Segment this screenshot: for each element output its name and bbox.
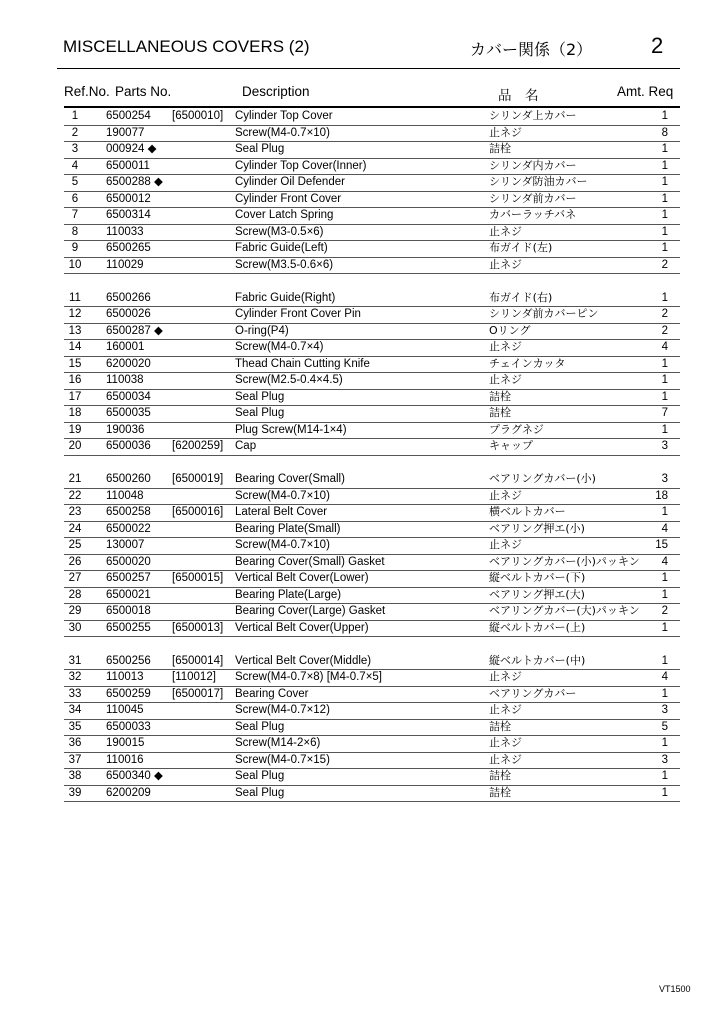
table-row [0, 702, 724, 719]
description-cell: Cover Latch Spring [235, 209, 334, 221]
description-cell: Vertical Belt Cover(Middle) [235, 654, 372, 667]
parts-no-cell: 190036 [106, 423, 145, 436]
description-cell: Screw(M4-0.7×8) [M4-0.7×5] [235, 671, 383, 683]
amount-cell: 18 [655, 489, 668, 502]
description-cell: Bearing Cover(Small) Gasket [235, 555, 385, 568]
description-cell: Bearing Plate(Small) [235, 522, 341, 535]
table-row [0, 768, 724, 785]
column-header-parts-no: Parts No. [115, 84, 172, 99]
table-row [0, 587, 724, 604]
description-cell: Cylinder Front Cover Pin [235, 308, 361, 320]
parts-no-cell: 6500265 [106, 242, 151, 254]
parts-no-cell: 6200209 [106, 786, 151, 799]
japanese-name-cell: ベアリング押エ(小) [489, 521, 585, 535]
parts-no-cell: 190015 [106, 737, 145, 749]
japanese-name-cell: シリンダ防油カバー [489, 175, 588, 188]
parts-no-cell: 130007 [106, 539, 145, 551]
description-cell: Bearing Cover(Small) [235, 473, 345, 485]
ref-no-cell: 31 [68, 654, 82, 667]
ref-no-cell: 21 [68, 473, 82, 485]
parts-no-cell: 6500021 [106, 588, 151, 601]
column-header-ref-no: Ref.No. [64, 84, 110, 99]
table-row [0, 735, 724, 752]
ref-no-cell: 11 [69, 291, 81, 304]
amount-cell: 4 [661, 522, 668, 535]
amount-cell: 1 [661, 687, 668, 700]
table-row [0, 356, 724, 373]
ref-no-cell: 34 [68, 704, 82, 716]
amount-cell: 3 [661, 440, 668, 452]
parts-no-cell: 6500035 [106, 407, 151, 419]
description-cell: Cylinder Front Cover [235, 192, 342, 205]
japanese-name-cell: 止ネジ [489, 373, 522, 386]
amount-cell: 1 [661, 176, 668, 188]
table-row [0, 323, 724, 340]
japanese-name-cell: 止ネジ [489, 538, 522, 551]
ref-no-cell: 24 [68, 522, 82, 535]
japanese-name-cell: シリンダ上カバー [489, 109, 577, 122]
amount-cell: 1 [661, 786, 668, 799]
amount-cell: 2 [661, 605, 668, 617]
table-row [0, 752, 724, 769]
parts-no-cell: 6500314 [106, 209, 151, 221]
parts-no-cell: 000924 ◆ [106, 143, 157, 155]
table-row [0, 108, 724, 125]
table-row [0, 207, 724, 224]
table-row [0, 785, 724, 802]
japanese-name-cell: ベアリングカバー(小)パッキン [489, 554, 640, 568]
description-cell: Screw(M4-0.7×15) [235, 753, 330, 766]
former-parts-no-cell: [6200259] [172, 440, 224, 452]
table-row [0, 504, 724, 521]
parts-no-cell: 110013 [106, 671, 144, 683]
ref-no-cell: 7 [71, 209, 79, 221]
description-cell: Seal Plug [235, 390, 285, 403]
amount-cell: 1 [661, 143, 668, 155]
page-number: 2 [651, 33, 664, 58]
row-divider [64, 801, 680, 802]
table-row [0, 125, 724, 142]
ref-no-cell: 3 [71, 143, 79, 155]
japanese-name-cell: シリンダ前カバー [489, 191, 577, 205]
amount-cell: 7 [661, 407, 668, 419]
former-parts-no-cell: [6500014] [172, 654, 224, 667]
ref-no-cell: 37 [68, 753, 82, 766]
japanese-name-cell: 止ネジ [489, 125, 522, 139]
japanese-name-cell: 縦ベルトカバー(中) [489, 653, 586, 667]
japanese-name-cell: 止ネジ [489, 340, 522, 353]
amount-cell: 2 [661, 324, 668, 337]
japanese-name-cell: 詰栓 [489, 406, 511, 419]
ref-no-cell: 38 [68, 770, 82, 782]
ref-no-cell: 22 [68, 489, 82, 502]
amount-cell: 1 [661, 423, 668, 436]
table-row [0, 158, 724, 175]
japanese-name-cell: 横ベルトカバー [489, 505, 566, 518]
description-cell: Screw(M4-0.7×10) [235, 126, 330, 139]
description-cell: Vertical Belt Cover(Upper) [235, 621, 369, 634]
parts-no-cell: 6500022 [106, 522, 151, 535]
description-cell: Vertical Belt Cover(Lower) [235, 572, 369, 584]
parts-no-cell: 190077 [106, 126, 145, 139]
parts-no-cell: 6500259 [106, 687, 151, 700]
ref-no-cell: 32 [68, 671, 82, 683]
ref-no-cell: 20 [68, 440, 82, 452]
table-row [0, 570, 724, 587]
amount-cell: 3 [661, 704, 668, 716]
description-cell: Seal Plug [235, 786, 285, 799]
description-cell: Lateral Belt Cover [235, 506, 328, 518]
parts-no-cell: 6500033 [106, 720, 151, 733]
japanese-name-cell: 止ネジ [489, 703, 522, 716]
ref-no-cell: 19 [68, 423, 82, 436]
parts-no-cell: 6500034 [106, 390, 151, 403]
ref-no-cell: 14 [68, 341, 82, 353]
parts-no-cell: 6200020 [106, 357, 151, 370]
ref-no-cell: 8 [71, 225, 79, 238]
japanese-name-cell: シリンダ前カバーピン [489, 307, 599, 320]
amount-cell: 1 [661, 621, 668, 634]
parts-no-cell: 6500026 [106, 308, 151, 320]
amount-cell: 1 [661, 737, 668, 749]
japanese-name-cell: 縦ベルトカバー(上) [489, 620, 586, 634]
table-row [0, 290, 724, 307]
table-row [0, 521, 724, 538]
column-header-description: Description [242, 84, 310, 99]
japanese-name-cell: 詰栓 [489, 785, 511, 799]
parts-no-cell: 6500036 [106, 440, 151, 452]
description-cell: Screw(M4-0.7×4) [235, 341, 324, 353]
japanese-name-cell: 止ネジ [489, 736, 522, 749]
amount-cell: 1 [661, 291, 668, 304]
amount-cell: 1 [661, 242, 668, 254]
japanese-name-cell: ベアリングカバー(大)パッキン [489, 604, 640, 617]
parts-no-cell: 110016 [106, 753, 144, 766]
former-parts-no-cell: [6500013] [172, 621, 224, 634]
description-cell: Bearing Cover(Large) Gasket [235, 605, 386, 617]
table-row [0, 438, 724, 455]
table-row [0, 422, 724, 439]
description-cell: Thead Chain Cutting Knife [235, 357, 370, 370]
table-row [0, 372, 724, 389]
parts-no-cell: 6500266 [106, 291, 151, 304]
description-cell: Screw(M4-0.7×10) [235, 489, 330, 502]
table-row [0, 405, 724, 422]
amount-cell: 1 [661, 192, 668, 205]
former-parts-no-cell: [6500016] [172, 506, 224, 518]
japanese-name-cell: キャップ [489, 439, 533, 452]
former-parts-no-cell: [6500019] [172, 473, 224, 485]
parts-no-cell: 6500011 [106, 159, 150, 172]
column-header-japanese-name: 品 名 [498, 88, 539, 104]
ref-no-cell: 10 [68, 258, 82, 271]
amount-cell: 1 [661, 110, 668, 122]
amount-cell: 1 [661, 209, 668, 221]
amount-cell: 4 [661, 555, 668, 568]
ref-no-cell: 27 [68, 572, 82, 584]
japanese-name-cell: 詰栓 [489, 142, 511, 155]
table-row [0, 257, 724, 274]
japanese-name-cell: ベアリングカバー(小) [489, 472, 596, 485]
description-cell: Screw(M4-0.7×12) [235, 704, 330, 716]
japanese-name-cell: チェインカッタ [489, 356, 566, 370]
table-row [0, 306, 724, 323]
part-group [0, 108, 724, 273]
japanese-name-cell: 止ネジ [489, 488, 522, 502]
table-row [0, 471, 724, 488]
japanese-name-cell: 止ネジ [489, 752, 522, 766]
parts-no-cell: 6500020 [106, 555, 151, 568]
amount-cell: 5 [661, 720, 668, 733]
amount-cell: 15 [655, 539, 668, 551]
table-row [0, 488, 724, 505]
table-row [0, 603, 724, 620]
description-cell: Screw(M3.5-0.6×6) [235, 258, 334, 271]
japanese-name-cell: ベアリングカバー [489, 686, 577, 700]
description-cell: Cylinder Top Cover(Inner) [235, 159, 367, 172]
description-cell: Bearing Cover [235, 687, 309, 700]
description-cell: Seal Plug [235, 770, 285, 782]
amount-cell: 1 [661, 506, 668, 518]
ref-no-cell: 13 [68, 324, 82, 337]
group-spacer [0, 636, 724, 653]
former-parts-no-cell: [110012] [172, 671, 216, 683]
title-divider [57, 68, 680, 69]
table-row [0, 191, 724, 208]
description-cell: Cap [235, 440, 257, 452]
ref-no-cell: 28 [68, 588, 82, 601]
amount-cell: 4 [661, 671, 668, 683]
parts-no-cell: 110038 [106, 374, 144, 386]
parts-no-cell: 6500018 [106, 605, 151, 617]
amount-cell: 1 [661, 390, 668, 403]
description-cell: Screw(M4-0.7×10) [235, 539, 330, 551]
japanese-name-cell: 縦ベルトカバー(下) [489, 571, 586, 584]
description-cell: Fabric Guide(Right) [235, 291, 336, 304]
table-row [0, 653, 724, 670]
amount-cell: 1 [661, 225, 668, 238]
japanese-name-cell: 止ネジ [489, 257, 522, 271]
description-cell: Seal Plug [235, 143, 285, 155]
table-row [0, 686, 724, 703]
table-row [0, 339, 724, 356]
page-title-japanese: カバー関係（2） [470, 40, 593, 59]
former-parts-no-cell: [6500015] [172, 572, 224, 584]
ref-no-cell: 6 [71, 192, 79, 205]
description-cell: Seal Plug [235, 407, 285, 419]
ref-no-cell: 39 [68, 786, 82, 799]
japanese-name-cell: 布ガイド(右) [489, 290, 553, 304]
ref-no-cell: 15 [68, 357, 82, 370]
ref-no-cell: 18 [68, 407, 82, 419]
japanese-name-cell: 詰栓 [489, 769, 511, 782]
description-cell: Bearing Plate(Large) [235, 588, 342, 601]
table-row [0, 719, 724, 736]
japanese-name-cell: 止ネジ [489, 224, 522, 238]
parts-no-cell: 160001 [106, 341, 145, 353]
ref-no-cell: 1 [71, 110, 79, 122]
description-cell: Fabric Guide(Left) [235, 242, 328, 254]
amount-cell: 1 [661, 374, 668, 386]
japanese-name-cell: シリンダ内カバー [489, 158, 577, 172]
description-cell: Screw(M3-0.5×6) [235, 225, 324, 238]
table-row [0, 141, 724, 158]
amount-cell: 8 [661, 126, 668, 139]
ref-no-cell: 26 [68, 555, 82, 568]
table-row [0, 224, 724, 241]
japanese-name-cell: 止ネジ [489, 670, 522, 683]
part-group [0, 471, 724, 636]
ref-no-cell: 25 [68, 539, 82, 551]
row-divider [64, 273, 680, 274]
ref-no-cell: 30 [68, 621, 82, 634]
amount-cell: 1 [661, 588, 668, 601]
ref-no-cell: 5 [71, 176, 79, 188]
ref-no-cell: 16 [68, 374, 82, 386]
parts-no-cell: 110029 [106, 258, 144, 271]
column-header-amount-required: Amt. Req [617, 84, 674, 99]
amount-cell: 1 [661, 770, 668, 782]
table-row [0, 537, 724, 554]
ref-no-cell: 29 [68, 605, 82, 617]
japanese-name-cell: 詰栓 [489, 389, 511, 403]
former-parts-no-cell: [6500017] [172, 687, 224, 700]
ref-no-cell: 35 [68, 720, 82, 733]
parts-no-cell: 6500340 ◆ [106, 770, 163, 782]
table-row [0, 554, 724, 571]
parts-no-cell: 6500256 [106, 654, 151, 667]
group-spacer [0, 273, 724, 290]
ref-no-cell: 12 [68, 308, 82, 320]
description-cell: Screw(M2.5-0.4×4.5) [235, 374, 343, 386]
description-cell: Plug Screw(M14-1×4) [235, 423, 347, 436]
ref-no-cell: 4 [71, 159, 79, 172]
parts-no-cell: 110045 [106, 704, 144, 716]
japanese-name-cell: カバーラッチバネ [489, 208, 577, 221]
ref-no-cell: 9 [71, 242, 79, 254]
row-divider [64, 636, 680, 637]
table-row [0, 620, 724, 637]
amount-cell: 1 [661, 654, 668, 667]
amount-cell: 3 [661, 753, 668, 766]
description-cell: Cylinder Oil Defender [235, 176, 345, 188]
japanese-name-cell: プラグネジ [489, 422, 544, 436]
ref-no-cell: 23 [68, 506, 82, 518]
part-group [0, 290, 724, 455]
amount-cell: 2 [661, 258, 668, 271]
part-group [0, 653, 724, 802]
parts-no-cell: 110033 [106, 225, 144, 238]
parts-no-cell: 6500012 [106, 192, 151, 205]
description-cell: Cylinder Top Cover [235, 110, 333, 122]
amount-cell: 4 [661, 341, 668, 353]
parts-no-cell: 6500255 [106, 621, 151, 634]
parts-no-cell: 6500258 [106, 506, 151, 518]
description-cell: Seal Plug [235, 720, 285, 733]
row-divider [64, 455, 680, 456]
amount-cell: 1 [661, 572, 668, 584]
page-title: MISCELLANEOUS COVERS (2) [63, 37, 310, 56]
amount-cell: 2 [661, 308, 668, 320]
ref-no-cell: 36 [68, 737, 82, 749]
parts-no-cell: 6500287 ◆ [106, 324, 163, 337]
parts-no-cell: 6500254 [106, 110, 151, 122]
parts-no-cell: 110048 [106, 489, 144, 502]
ref-no-cell: 17 [68, 390, 82, 403]
description-cell: Screw(M14-2×6) [235, 737, 321, 749]
ref-no-cell: 33 [68, 687, 82, 700]
table-row [0, 174, 724, 191]
description-cell: O-ring(P4) [235, 324, 289, 337]
amount-cell: 1 [661, 357, 668, 370]
parts-no-cell: 6500260 [106, 473, 151, 485]
ref-no-cell: 2 [71, 126, 79, 139]
group-spacer [0, 455, 724, 472]
parts-table [0, 108, 724, 801]
table-row [0, 669, 724, 686]
amount-cell: 3 [661, 473, 668, 485]
former-parts-no-cell: [6500010] [172, 110, 224, 122]
japanese-name-cell: 布ガイド(左) [489, 241, 553, 254]
table-row [0, 240, 724, 257]
japanese-name-cell: Oリング [489, 323, 531, 337]
japanese-name-cell: ベアリング押エ(大) [489, 587, 585, 601]
table-row [0, 389, 724, 406]
parts-no-cell: 6500288 ◆ [106, 176, 163, 188]
parts-no-cell: 6500257 [106, 572, 151, 584]
japanese-name-cell: 詰栓 [489, 719, 511, 733]
footer-model-code: VT1500 [659, 984, 691, 994]
amount-cell: 1 [661, 159, 668, 172]
